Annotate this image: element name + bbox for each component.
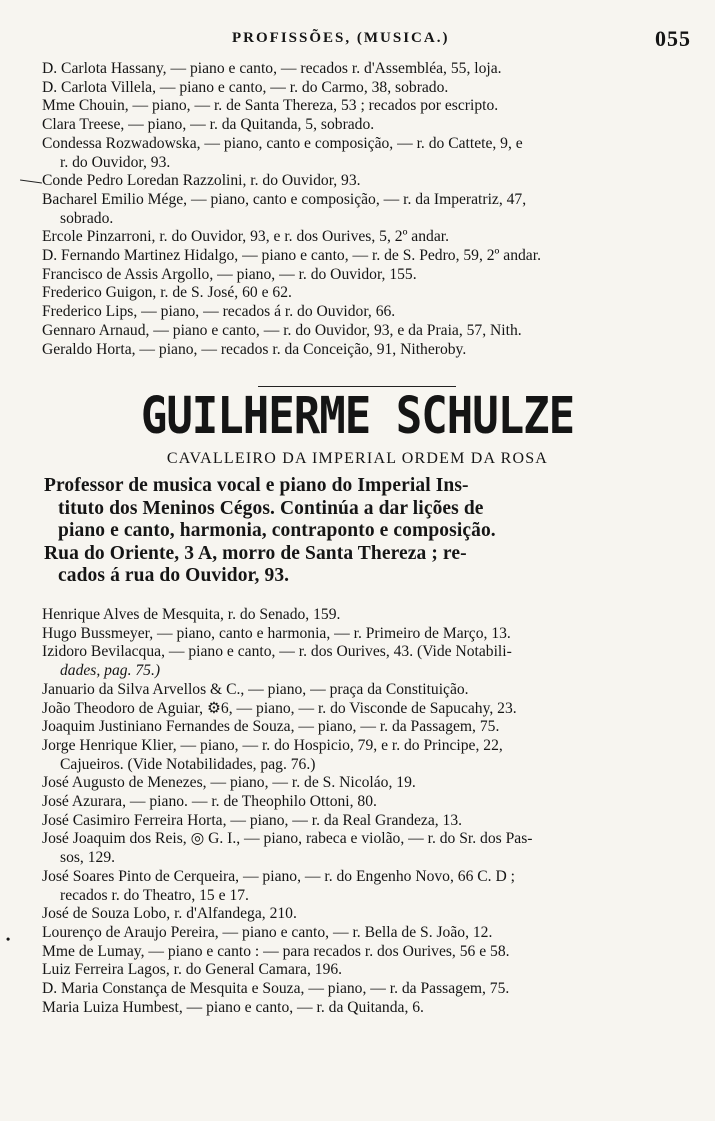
entry-line: José Casimiro Ferreira Horta, — piano, — r. da Real Grandeza, 13. <box>42 811 463 829</box>
directory-entry <box>0 774 715 793</box>
entry-line: Gennaro Arnaud, — piano e canto, — r. do Ouvidor, 93, e da Praia, 57, Nith. <box>42 321 522 339</box>
entry-line: D. Fernando Martinez Hidalgo, — piano e canto, — r. de S. Pedro, 59, 2º andar. <box>42 247 541 265</box>
directory-entry <box>0 718 715 737</box>
entry-line: Bacharel Emilio Mége, — piano, canto e composição, — r. da Imperatriz, 47, <box>42 190 527 208</box>
directory-entry <box>0 247 715 266</box>
directory-entry <box>0 191 715 228</box>
entry-continuation: Cajueiros. (Vide Notabilidades, pag. 76.) <box>60 755 316 773</box>
directory-entry-marked <box>0 172 715 191</box>
directory-entry <box>0 793 715 812</box>
entry-line: Geraldo Horta, — piano, — recados r. da Conceição, 91, Nitheroby. <box>42 340 467 358</box>
directory-entry <box>0 606 715 625</box>
directory-entry <box>0 116 715 135</box>
directory-entry <box>0 266 715 285</box>
advertiser-honor: CAVALLEIRO DA IMPERIAL ORDEM DA ROSA <box>166 450 549 467</box>
entry-line: Ercole Pinzarroni, r. do Ouvidor, 93, e r. dos Ourives, 5, 2º andar. <box>42 228 449 246</box>
entry-continuation: sobrado. <box>60 209 114 227</box>
entry-line: José de Souza Lobo, r. d'Alfandega, 210. <box>42 905 297 923</box>
directory-entry <box>0 943 715 962</box>
directory-entry <box>0 905 715 924</box>
entry-line: Mme Chouin, — piano, — r. de Santa Thereza, 53 ; recados por escripto. <box>42 97 499 115</box>
directory-entry <box>0 341 715 360</box>
entry-line: Jorge Henrique Klier, — piano, — r. do Hospicio, 79, e r. do Principe, 22, <box>42 736 503 754</box>
ad-line: cados á rua do Ouvidor, 93. <box>58 565 290 586</box>
entry-line: Januario da Silva Arvellos & C., — piano, — praça da Constituição. <box>42 680 469 698</box>
entries-list-bottom <box>0 606 715 1017</box>
entry-line: D. Carlota Hassany, — piano e canto, — recados r. d'Assembléa, 55, loja. <box>42 60 502 77</box>
entry-line: Clara Treese, — piano, — r. da Quitanda, 5, sobrado. <box>42 116 375 134</box>
directory-entry <box>0 228 715 247</box>
directory-entry <box>0 60 715 79</box>
entry-line: José Augusto de Menezes, — piano, — r. de S. Nicoláo, 19. <box>42 774 416 792</box>
ad-line: tituto dos Meninos Cégos. Continúa a dar lições de <box>58 497 484 519</box>
directory-entry <box>0 961 715 980</box>
entry-line: João Theodoro de Aguiar, ⚙6, — piano, — r. do Visconde de Sapucahy, 23. <box>42 699 517 717</box>
entry-line: Frederico Guigon, r. de S. José, 60 e 62. <box>42 284 292 302</box>
directory-entry <box>0 681 715 700</box>
entry-continuation: dades, pag. 75.) <box>60 662 161 680</box>
directory-entry <box>0 868 715 905</box>
entry-line: Conde Pedro Loredan Razzolini, r. do Ouvidor, 93. <box>42 172 361 190</box>
directory-entry <box>0 625 715 644</box>
entry-line: Condessa Rozwadowska, — piano, canto e composição, — r. do Cattete, 9, e <box>42 134 523 152</box>
entry-line: D. Maria Constança de Mesquita e Souza, — piano, — r. da Passagem, 75. <box>42 980 510 998</box>
directory-entry <box>0 830 715 867</box>
directory-entry <box>0 999 715 1018</box>
directory-entry <box>0 700 715 719</box>
entry-line: Izidoro Bevilacqua, — piano e canto, — r. dos Ourives, 43. (Vide Notabili- <box>42 643 512 661</box>
page-number: 055 <box>655 26 691 51</box>
entry-line: Luiz Ferreira Lagos, r. do General Camara, 196. <box>42 961 343 979</box>
page-header <box>0 26 715 56</box>
advertisement-body <box>44 475 693 588</box>
directory-entry <box>0 812 715 831</box>
entry-line: Maria Luiza Humbest, — piano e canto, — r. da Quitanda, 6. <box>42 998 424 1016</box>
entry-line: Frederico Lips, — piano, — recados á r. do Ouvidor, 66. <box>42 303 396 321</box>
directory-entry <box>0 79 715 98</box>
ad-line: piano e canto, harmonia, contraponto e composição. <box>58 520 496 541</box>
ad-line: Professor de musica vocal e piano do Imperial Ins- <box>44 475 469 496</box>
entry-line: Hugo Bussmeyer, — piano, canto e harmonia, — r. Primeiro de Março, 13. <box>42 624 511 642</box>
entry-line: José Joaquim dos Reis, ◎ G. I., — piano, rabeca e violão, — r. do Sr. dos Pas- <box>42 830 533 848</box>
directory-entry <box>0 643 715 680</box>
advertisement-block <box>0 387 715 588</box>
entries-list-top <box>0 60 715 359</box>
entry-line: José Soares Pinto de Cerqueira, — piano, — r. do Engenho Novo, 66 C. D ; <box>42 867 515 885</box>
directory-entry <box>0 737 715 774</box>
directory-entry <box>0 924 715 943</box>
directory-entry <box>0 284 715 303</box>
entry-continuation: r. do Ouvidor, 93. <box>60 153 171 171</box>
entry-continuation: sos, 129. <box>60 849 116 867</box>
entry-line: Mme de Lumay, — piano e canto : — para recados r. dos Ourives, 56 e 58. <box>42 942 510 960</box>
entry-continuation: recados r. do Theatro, 15 e 17. <box>60 886 249 904</box>
entry-line: Francisco de Assis Argollo, — piano, — r. do Ouvidor, 155. <box>42 265 417 283</box>
entry-line: Joaquim Justiniano Fernandes de Souza, — piano, — r. da Passagem, 75. <box>42 718 500 736</box>
entry-line: José Azurara, — piano. — r. de Theophilo Ottoni, 80. <box>42 793 377 811</box>
directory-entry <box>0 980 715 999</box>
running-title: PROFISSÕES, (MUSICA.) <box>232 30 450 46</box>
directory-entry <box>0 135 715 172</box>
advertiser-name: GUILHERME SCHULZE <box>140 387 575 446</box>
entry-line: Lourenço de Araujo Pereira, — piano e canto, — r. Bella de S. João, 12. <box>42 923 493 941</box>
directory-entry <box>0 97 715 116</box>
margin-mark-icon: • <box>6 932 11 946</box>
directory-entry <box>0 303 715 322</box>
entry-line: D. Carlota Villela, — piano e canto, — r. do Carmo, 38, sobrado. <box>42 78 449 96</box>
entry-line: Henrique Alves de Mesquita, r. do Senado, 159. <box>42 606 341 623</box>
directory-entry <box>0 322 715 341</box>
ad-line: Rua do Oriente, 3 A, morro de Santa Thereza ; re- <box>44 542 467 564</box>
